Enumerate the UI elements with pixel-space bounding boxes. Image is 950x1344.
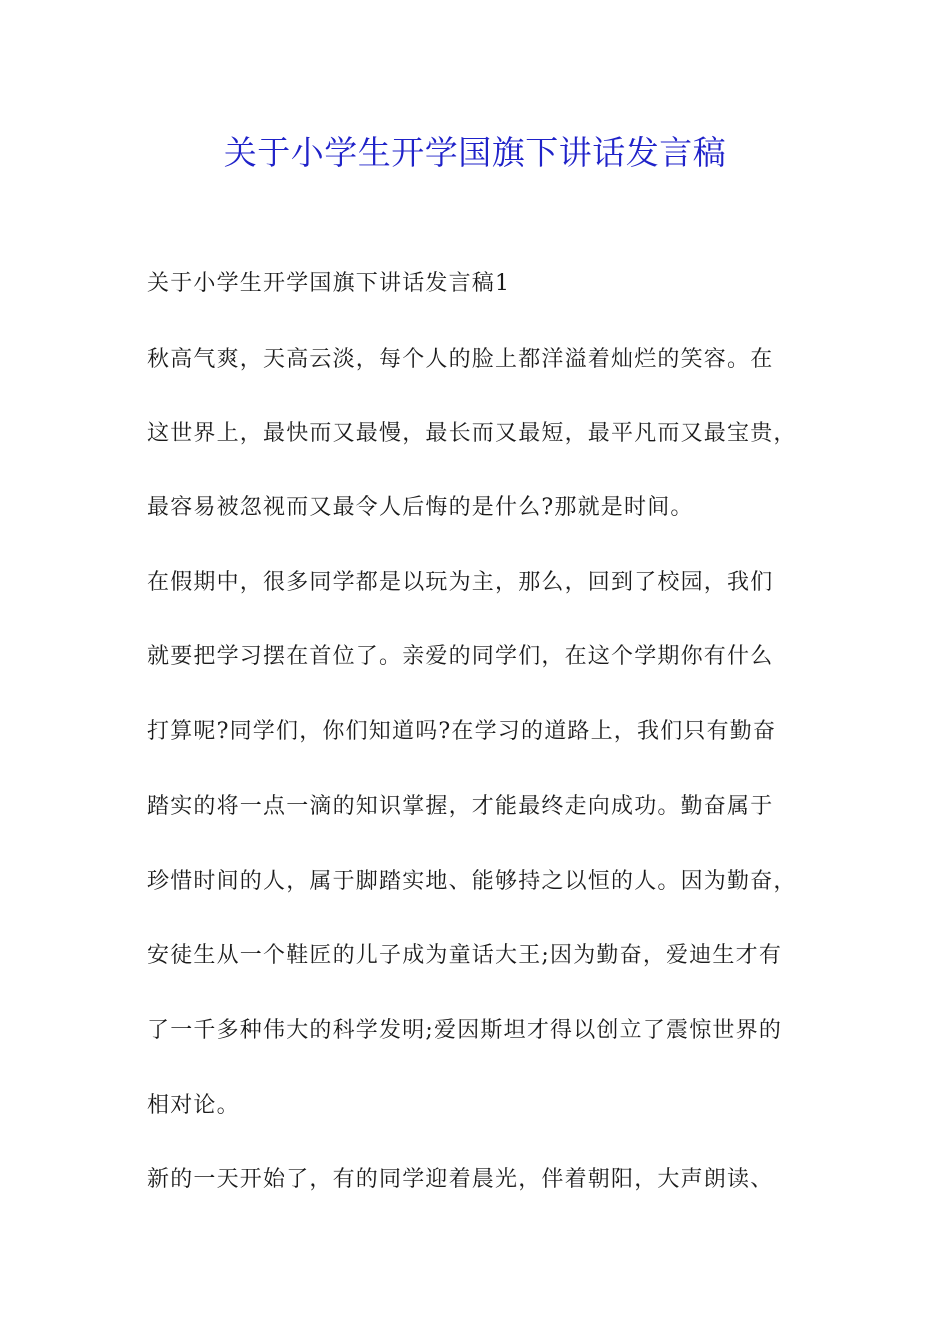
body-line-3: 最容易被忽视而又最令人后悔的是什么?那就是时间。 (147, 495, 694, 520)
body-line-4: 在假期中，很多同学都是以玩为主，那么，回到了校园，我们 (147, 570, 774, 595)
body-line-8: 珍惜时间的人，属于脚踏实地、能够持之以恒的人。因为勤奋， (147, 869, 797, 894)
body-line-5: 就要把学习摆在首位了。亲爱的同学们，在这个学期你有什么 (147, 644, 774, 669)
section-heading: 关于小学生开学国旗下讲话发言稿1 (147, 271, 511, 296)
body-line-7: 踏实的将一点一滴的知识掌握，才能最终走向成功。勤奋属于 (147, 794, 774, 819)
body-line-1: 秋高气爽，天高云淡，每个人的脸上都洋溢着灿烂的笑容。在 (147, 347, 774, 372)
body-line-6: 打算呢?同学们，你们知道吗?在学习的道路上，我们只有勤奋 (147, 719, 777, 744)
document-title: 关于小学生开学国旗下讲话发言稿 (223, 133, 727, 172)
body-line-2: 这世界上，最快而又最慢，最长而又最短，最平凡而又最宝贵， (147, 421, 797, 446)
body-line-12: 新的一天开始了，有的同学迎着晨光，伴着朝阳，大声朗读、 (147, 1167, 774, 1192)
body-line-11: 相对论。 (147, 1093, 240, 1118)
body-line-10: 了一千多种伟大的科学发明;爱因斯坦才得以创立了震惊世界的 (147, 1018, 783, 1043)
body-line-9: 安徒生从一个鞋匠的儿子成为童话大王;因为勤奋，爱迪生才有 (147, 943, 783, 968)
